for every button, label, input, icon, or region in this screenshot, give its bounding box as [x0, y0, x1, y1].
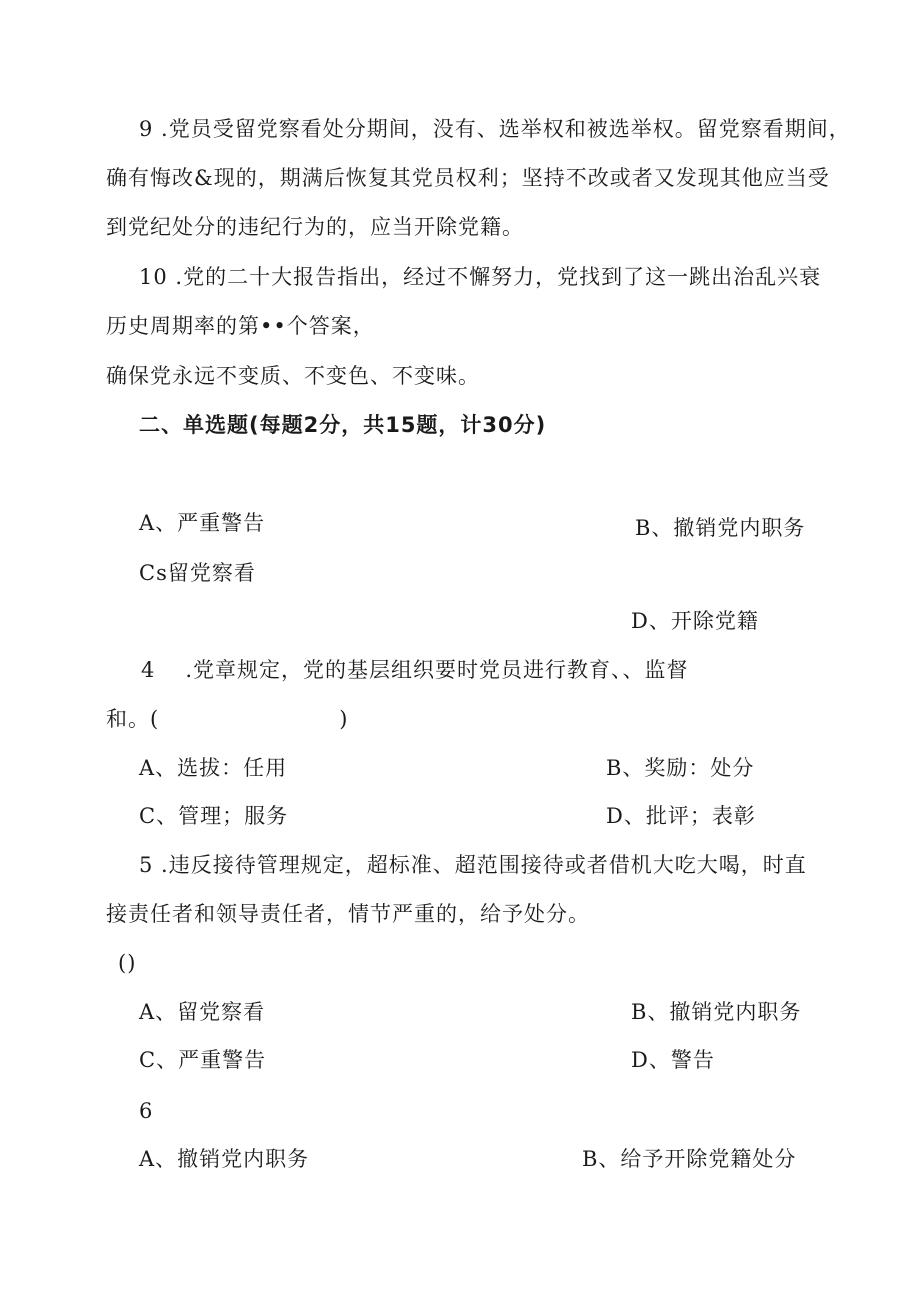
q9-line-1: 9 .党员受留党察看处分期间，没有、选举权和被选举权。留党察看期间， [139, 117, 851, 141]
q3-option-d: D、开除党籍 [631, 609, 759, 633]
q4-option-d: D、批评；表彰 [606, 804, 756, 828]
q5-line-1: 5 .违反接待管理规定，超标准、超范围接待或者借机大吃大喝，时直 [139, 853, 807, 877]
q5-paren: () [118, 951, 137, 975]
q4-option-a: A、选拔：任用 [139, 756, 288, 780]
q3-option-a: A、严重警告 [139, 511, 266, 535]
q5-option-b: B、撤销党内职务 [631, 1000, 802, 1024]
q4-number: 4 [141, 658, 156, 682]
q3-option-b: B、撤销党内职务 [635, 516, 806, 540]
q9-line-2: 确有悔改&现的，期满后恢复其党员权利；坚持不改或者又发现其他应当受 [106, 166, 830, 190]
q4-line-2-suffix: ) [339, 707, 349, 731]
q10-line-2: 历史周期率的第••个答案， [106, 314, 375, 338]
q6-option-a: A、撤销党内职务 [139, 1147, 310, 1171]
q4-text: .党章规定，党的基层组织要时党员进行教育、、监督 [185, 658, 689, 682]
q5-option-c: C、严重警告 [139, 1048, 267, 1072]
q4-line-2-prefix: 和。( [106, 707, 160, 731]
q9-line-3: 到党纪处分的违纪行为的，应当开除党籍。 [106, 215, 524, 239]
q6-number: 6 [139, 1099, 154, 1123]
q10-line-3: 确保党永远不变质、不变色、不变味。 [106, 364, 480, 388]
q4-line-1 [141, 660, 689, 681]
q5-option-d: D、警告 [631, 1048, 715, 1072]
section-heading: 二、单选题(每题2分，共15题，计30分) [139, 413, 547, 437]
q4-line-2 [106, 709, 348, 730]
q4-option-b: B、奖励：处分 [606, 756, 755, 780]
q6-option-b: B、给予开除党籍处分 [582, 1147, 797, 1171]
q4-option-c: C、管理；服务 [139, 804, 289, 828]
q3-option-c: Cs留党察看 [139, 561, 256, 585]
q10-line-1: 10 .党的二十大报告指出，经过不懈努力，党找到了这一跳出治乱兴衰 [139, 265, 822, 289]
q5-option-a: A、留党察看 [139, 1000, 266, 1024]
q5-line-2: 接责任者和领导责任者，情节严重的，给予处分。 [106, 902, 590, 926]
